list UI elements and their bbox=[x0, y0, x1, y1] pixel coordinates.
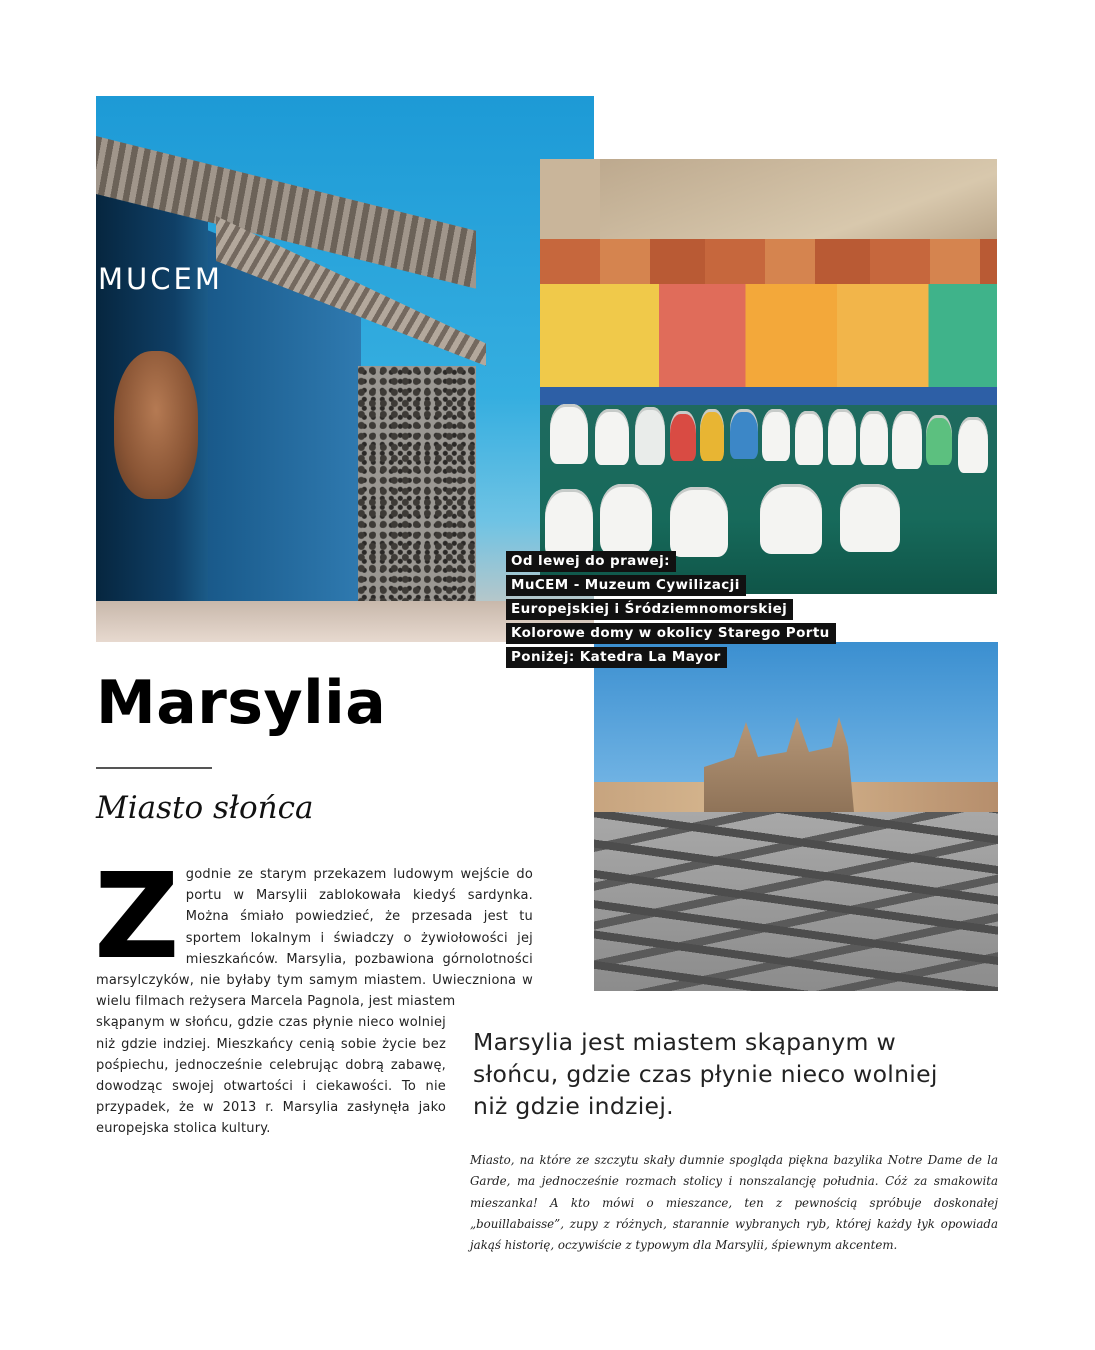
cathedral-la-major-photo bbox=[594, 642, 998, 991]
pull-quote: Marsylia jest miastem skąpanym w słońcu, gdzie czas płynie nieco wolniej niż gdzie indziej. bbox=[473, 1028, 938, 1120]
caption-line: Poniżej: Katedra La Mayor bbox=[506, 647, 727, 668]
photo-captions bbox=[506, 551, 836, 671]
article-title: Marsylia bbox=[96, 668, 387, 738]
caption-line: Kolorowe domy w okolicy Starego Portu bbox=[506, 623, 836, 644]
body-paragraph: godnie ze starym przekazem ludowym wejście do portu w Marsylii zablokowała kiedyś sardynka. Można śmiało powiedzieć, że przesada jest tu sportem lokalnym i świadczy o żywiołowości jej mieszkańców. Marsylia, pozbawiona górnolotności marsylczyków, nie byłaby tym samym miastem. Uwieczniona w wielu filmach reżysera Marcela Pagnola, jest miastem bbox=[96, 867, 533, 1010]
sculpted-head-image bbox=[114, 351, 198, 499]
italic-note: Miasto, na które ze szczytu skały dumnie spogląda piękna bazylika Notre Dame de la Garde, ma jednocześnie rozmach stolicy i nonszalancję południa. Cóż za smakowita mieszanka! A kto mówi o mieszance, ten z pewnością spróbuje doskonałej „bouillabaisse”, zupy z różnych, starannie wybranych ryb, której każdy łyk opowiada jakąś historię, oczywiście z typowym dla Marsylii, śpiewnym akcentem. bbox=[470, 1153, 998, 1253]
caption-line: MuCEM - Muzeum Cywilizacji bbox=[506, 575, 746, 596]
body-paragraph-continued: skąpanym w słońcu, gdzie czas płynie nieco wolniej niż gdzie indziej. Mieszkańcy cenią sobie życie bez pośpiechu, jednocześnie celebrując dobrą zabawę, dowodząc swojej otwartości i ciekawości. To nie przypadek, że w 2013 r. Marsylia zasłynęła jako europejska stolica kultury. bbox=[96, 1015, 446, 1137]
colorful-houses-boats-photo bbox=[540, 159, 997, 594]
article-subtitle: Miasto słońca bbox=[96, 790, 314, 826]
caption-line: Od lewej do prawej: bbox=[506, 551, 676, 572]
mucem-sign: MUCEM bbox=[98, 262, 223, 296]
caption-line: Europejskiej i Śródziemnomorskiej bbox=[506, 599, 793, 620]
article-body bbox=[94, 847, 533, 1140]
title-divider bbox=[96, 767, 212, 769]
drop-cap: Z bbox=[94, 847, 180, 985]
